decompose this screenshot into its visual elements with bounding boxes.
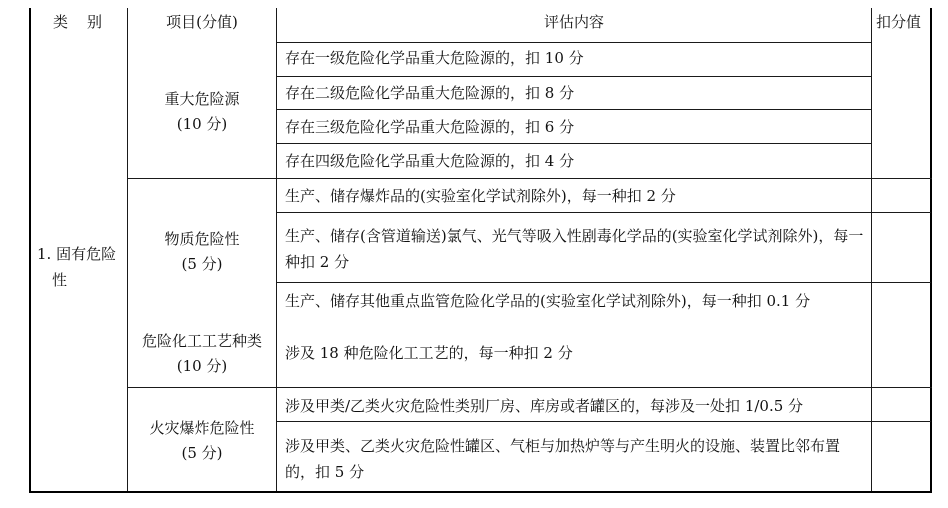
- category-label-line1: 1. 固有危险: [37, 245, 117, 263]
- content-row: 生产、储存爆炸品的(实验室化学试剂除外)，每一种扣 2 分: [285, 187, 676, 205]
- border-left: [29, 8, 31, 492]
- content-row: 存在二级危险化学品重大危险源的，扣 8 分: [285, 84, 575, 102]
- content-row: 存在三级危险化学品重大危险源的，扣 6 分: [285, 118, 575, 136]
- content-row: 存在四级危险化学品重大危险源的，扣 4 分: [285, 152, 575, 170]
- border-bottom: [29, 491, 932, 493]
- item-score-fire-explosion: (5 分): [181, 444, 223, 462]
- content-row: 生产、储存(含管道输送)氯气、光气等吸入性剧毒化学品的(实验室化学试剂除外)，每一种扣 2 分: [285, 227, 864, 271]
- group-sep-2: [127, 387, 932, 388]
- border-right: [930, 8, 932, 492]
- row-sep-g2-1: [276, 212, 931, 213]
- header-content: 评估内容: [543, 13, 604, 31]
- item-name-substance-hazard: 物质危险性: [164, 230, 240, 248]
- col-sep-2: [276, 8, 277, 492]
- group-sep-1: [127, 178, 932, 179]
- content-row: 涉及 18 种危险化工工艺的，每一种扣 2 分: [285, 344, 573, 362]
- header-sep: [276, 42, 872, 43]
- category-label-line2: 性: [52, 271, 68, 289]
- header-category: 类 别: [52, 13, 104, 31]
- content-row: 存在一级危险化学品重大危险源的，扣 10 分: [285, 49, 584, 67]
- header-deduction: 扣分值: [876, 13, 922, 31]
- item-name-fire-explosion: 火灾爆炸危险性: [149, 419, 255, 437]
- item-score-substance-hazard: (5 分): [181, 255, 223, 273]
- row-sep-g4-1: [276, 421, 931, 422]
- row-sep-g1-1: [276, 76, 872, 77]
- content-row: 涉及甲类/乙类火灾危险性类别厂房、库房或者罐区的，每涉及一处扣 1/0.5 分: [285, 397, 804, 415]
- item-name-major-hazard: 重大危险源: [164, 90, 240, 108]
- row-sep-g1-2: [276, 109, 872, 110]
- content-row: 生产、储存其他重点监管危险化学品的(实验室化学试剂除外)，每一种扣 0.1 分: [285, 292, 811, 310]
- col-sep-3: [871, 8, 872, 492]
- row-sep-g2-2: [276, 282, 931, 283]
- item-score-process-types: (10 分): [176, 357, 228, 375]
- header-item: 项目(分值): [166, 13, 238, 31]
- item-name-process-types: 危险化工工艺种类: [141, 332, 262, 350]
- content-row: 涉及甲类、乙类火灾危险性罐区、气柜与加热炉等与产生明火的设施、装置比邻布置的，扣 5 分: [285, 437, 841, 481]
- item-score-major-hazard: (10 分): [176, 115, 228, 133]
- row-sep-g1-3: [276, 143, 872, 144]
